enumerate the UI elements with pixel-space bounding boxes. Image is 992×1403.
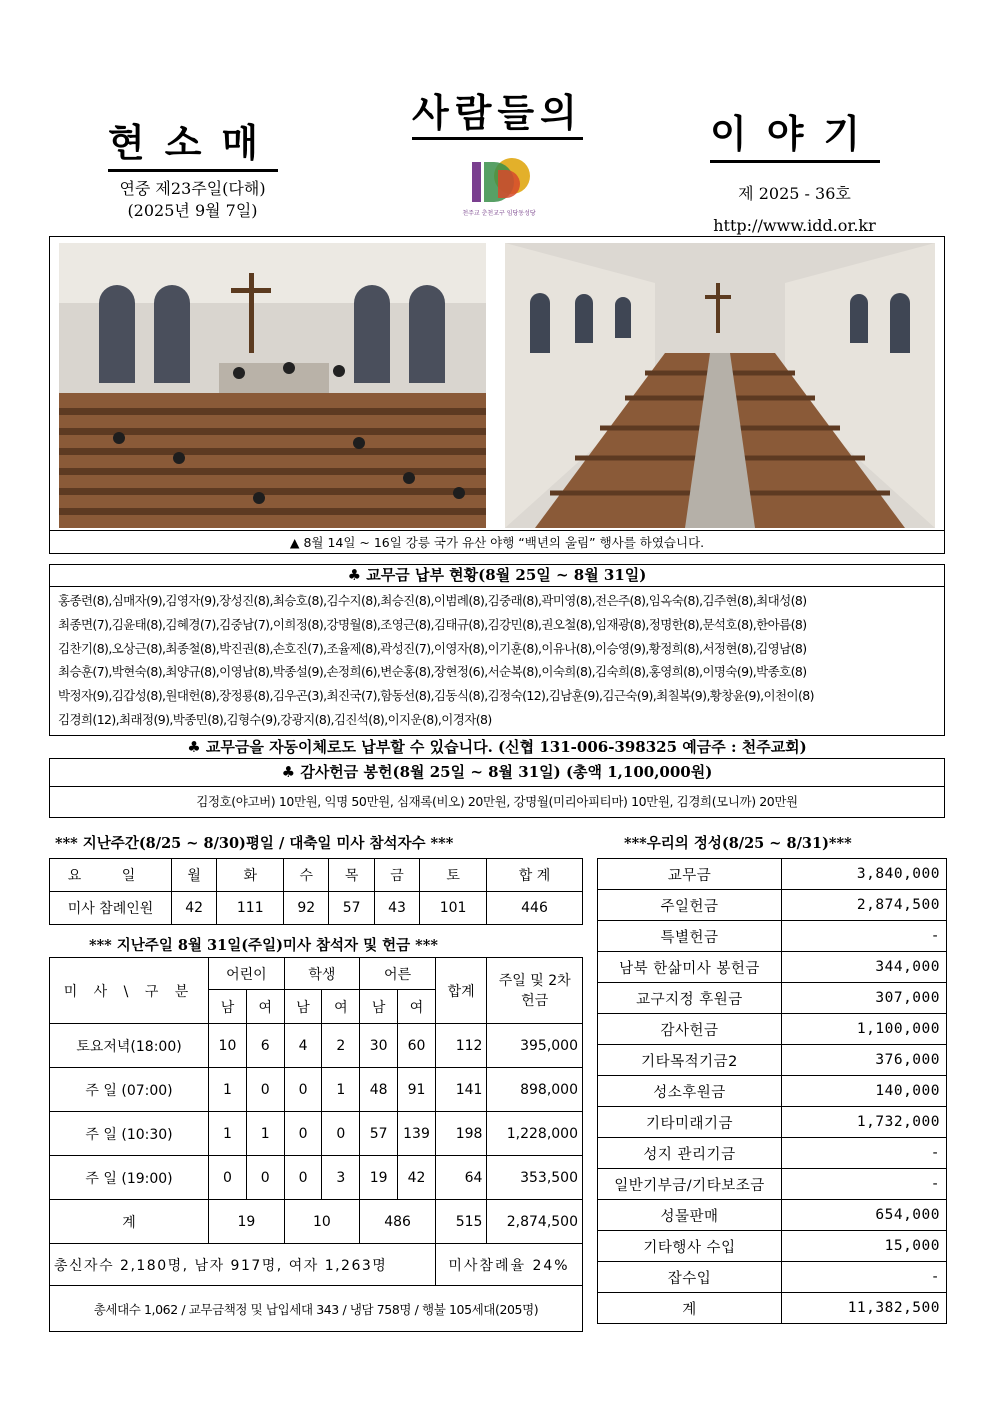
- cell: 112: [435, 1024, 486, 1068]
- cell: 3: [322, 1156, 360, 1200]
- finance-label: 일반기부금/기타보조금: [598, 1169, 782, 1200]
- dues-section: [49, 564, 945, 736]
- finance-label: 특별헌금: [598, 921, 782, 952]
- table-row: [598, 1293, 947, 1324]
- row-label: 미사 참례인원: [50, 892, 172, 925]
- header-cell: 주일 및 2차헌금: [487, 958, 583, 1024]
- dues-line: 홍종련(8),심매자(9),김영자(9),장성진(8),최승호(8),김수지(8),최승진(8),이범례(8),김중래(8),곽미영(8),전은주(8),임옥숙(8),김주현(8),최대성(8): [58, 593, 807, 608]
- finance-value: 140,000: [782, 1076, 947, 1107]
- dues-title: ♣ 교무금 납부 현황(8월 25일 ~ 8월 31일): [50, 565, 944, 587]
- table-row: [50, 1156, 583, 1200]
- cell: 43: [374, 892, 419, 925]
- concert-photo-front: [59, 243, 486, 528]
- header-cell: 금: [374, 859, 419, 892]
- cell: 42: [398, 1156, 436, 1200]
- thanks-offering-section: [49, 758, 945, 818]
- cell: 48: [360, 1068, 398, 1112]
- cell: 141: [435, 1068, 486, 1112]
- cell: 0: [284, 1068, 322, 1112]
- finance-value: 344,000: [782, 952, 947, 983]
- cell: 10: [209, 1024, 247, 1068]
- table-row: [598, 921, 947, 952]
- header-cell: 어른: [360, 958, 436, 990]
- header-cell: 월: [172, 859, 217, 892]
- finance-label: 성지 관리기금: [598, 1138, 782, 1169]
- header-cell: 합 계: [487, 859, 583, 892]
- attendance-rate: 미사참례율 24%: [435, 1244, 582, 1286]
- cell: 57: [329, 892, 374, 925]
- parish-url[interactable]: http://www.idd.or.kr: [713, 216, 876, 235]
- table-row: [50, 958, 583, 990]
- dues-line: 김경희(12),최래정(9),박종민(8),김형수(9),강광지(8),김진석(8),이지운(8),이경자(8): [58, 711, 492, 727]
- cell: 446: [487, 892, 583, 925]
- table-row: [598, 1107, 947, 1138]
- newsletter-right-title: 이야기: [710, 103, 880, 163]
- header-cell: 요 일: [50, 859, 172, 892]
- cell: 6: [246, 1024, 284, 1068]
- cell: 0: [209, 1156, 247, 1200]
- header-cell: 여: [398, 990, 436, 1024]
- table-row: [50, 892, 583, 925]
- row-label: 계: [50, 1200, 209, 1244]
- table-row: [598, 1076, 947, 1107]
- cell: 2: [322, 1024, 360, 1068]
- cell: 30: [360, 1024, 398, 1068]
- header-cell: 남: [284, 990, 322, 1024]
- finance-value: 1,732,000: [782, 1107, 947, 1138]
- newsletter-center-title: 사람들의: [412, 82, 583, 140]
- table-row: [598, 1262, 947, 1293]
- dues-line: 최종면(7),김윤태(8),김혜경(7),김중남(7),이희정(8),강명월(8),조영근(8),김태규(8),김강민(8),권오철(8),임재광(8),정명한(8),문석호(8),한아름(8): [58, 616, 807, 632]
- finance-value: 376,000: [782, 1045, 947, 1076]
- cell: 2,874,500: [487, 1200, 583, 1244]
- header-cell: 미 사 \ 구 분: [50, 958, 209, 1024]
- photo-caption: ▲ 8월 14일 ~ 16일 강릉 국가 유산 야행 “백년의 울림” 행사를 하였습니다.: [50, 530, 944, 554]
- cell: 60: [398, 1024, 436, 1068]
- finance-label: 성물판매: [598, 1200, 782, 1231]
- header-cell: 목: [329, 859, 374, 892]
- finance-value: -: [782, 1169, 947, 1200]
- cell: 198: [435, 1112, 486, 1156]
- finance-value: 1,100,000: [782, 1014, 947, 1045]
- cell: 0: [246, 1156, 284, 1200]
- cell: 1: [209, 1068, 247, 1112]
- header-cell: 어린이: [209, 958, 285, 990]
- cell: 0: [322, 1112, 360, 1156]
- household-summary: 총세대수 1,062 / 교무금책정 및 납입세대 343 / 냉담 758명 / 행불 105세대(205명): [50, 1286, 583, 1332]
- cell: 111: [217, 892, 284, 925]
- dues-list: [50, 587, 944, 734]
- table-row: [50, 1068, 583, 1112]
- thanks-body: 김정호(야고버) 10만원, 익명 50만원, 심재록(비오) 20만원, 강명월(미리아피티마) 10만원, 김경희(모니까) 20만원: [196, 794, 798, 809]
- table-row: [598, 1200, 947, 1231]
- cell: 64: [435, 1156, 486, 1200]
- finance-label: 교구지정 후원금: [598, 983, 782, 1014]
- finance-value: 11,382,500: [782, 1293, 947, 1324]
- cell: 0: [284, 1112, 322, 1156]
- issue-date: (2025년 9월 7일): [127, 201, 258, 220]
- photo-panel: [49, 236, 945, 554]
- row-label: 토요저녁(18:00): [50, 1024, 209, 1068]
- header-cell: 남: [209, 990, 247, 1024]
- cell: 19: [209, 1200, 285, 1244]
- finance-value: 15,000: [782, 1231, 947, 1262]
- issue-number: 제 2025 - 36호: [738, 184, 851, 203]
- finance-label: 감사헌금: [598, 1014, 782, 1045]
- cell: 91: [398, 1068, 436, 1112]
- dues-line: 김찬기(8),오상근(8),최종철(8),박진권(8),손호진(7),조율제(8),곽성진(7),이영자(8),이기훈(8),이유나(8),이승영(9),황정희(8),서정현(8),김영남(8): [58, 640, 807, 656]
- cell: 19: [360, 1156, 398, 1200]
- table-row: [598, 1231, 947, 1262]
- weekday-attendance-table: [49, 858, 583, 925]
- cell: 0: [246, 1068, 284, 1112]
- cell: 353,500: [487, 1156, 583, 1200]
- table-row: [50, 1112, 583, 1156]
- finance-value: 2,874,500: [782, 890, 947, 921]
- newsletter-left-title: 현소매: [108, 112, 278, 172]
- cell: 42: [172, 892, 217, 925]
- liturgical-date: [100, 178, 285, 222]
- table-row: [50, 1286, 583, 1332]
- table-row: [598, 1045, 947, 1076]
- issue-info: [692, 178, 897, 242]
- cell: 898,000: [487, 1068, 583, 1112]
- dues-line: 박정자(9),김갑성(8),원대헌(8),장정룡(8),김우곤(3),최진국(7),함동선(8),김동식(8),김정숙(12),김남훈(9),김근숙(9),최칠복(9),황창윤(9),이천이(8): [58, 688, 814, 704]
- table-row: [598, 983, 947, 1014]
- table-row: [50, 1200, 583, 1244]
- header-cell: 토: [420, 859, 487, 892]
- believers-summary: 총신자수 2,180명, 남자 917명, 여자 1,263명: [50, 1244, 436, 1286]
- table-row: [598, 952, 947, 983]
- table-row: [598, 1138, 947, 1169]
- header-cell: 여: [246, 990, 284, 1024]
- finance-title: ***우리의 정성(8/25 ~ 8/31)***: [624, 835, 852, 852]
- concert-photo-hall: [505, 243, 935, 528]
- finance-label: 주일헌금: [598, 890, 782, 921]
- header-cell: 화: [217, 859, 284, 892]
- finance-label: 교무금: [598, 859, 782, 890]
- weekday-attendance-title: *** 지난주간(8/25 ~ 8/30)평일 / 대축일 미사 참석자수 ***: [55, 835, 454, 852]
- table-row: [598, 1169, 947, 1200]
- table-row: [598, 1014, 947, 1045]
- finance-label: 기타목적기금2: [598, 1045, 782, 1076]
- header-cell: 남: [360, 990, 398, 1024]
- header-cell: 합계: [435, 958, 486, 1024]
- table-row: [50, 1024, 583, 1068]
- cell: 1: [209, 1112, 247, 1156]
- row-label: 주 일 (07:00): [50, 1068, 209, 1112]
- cell: 101: [420, 892, 487, 925]
- table-row: [50, 1244, 583, 1286]
- finance-label: 성소후원금: [598, 1076, 782, 1107]
- finance-value: -: [782, 1138, 947, 1169]
- finance-label: 계: [598, 1293, 782, 1324]
- finance-label: 기타미래기금: [598, 1107, 782, 1138]
- cell: 0: [284, 1156, 322, 1200]
- cell: 1: [322, 1068, 360, 1112]
- header-cell: 수: [284, 859, 329, 892]
- cell: 10: [284, 1200, 360, 1244]
- liturgical-week: 연중 제23주일(다해): [119, 179, 266, 198]
- dues-line: 최승훈(7),박현숙(8),최양규(8),이영남(8),박종설(9),손정희(6),변순홍(8),장현정(6),서순복(8),이숙희(8),김숙희(8),홍영희(8),이명숙(9),박종호(8): [58, 664, 807, 680]
- cell: 515: [435, 1200, 486, 1244]
- parish-logo: [454, 150, 544, 220]
- cell: 1: [246, 1112, 284, 1156]
- finance-value: -: [782, 921, 947, 952]
- table-row: [598, 859, 947, 890]
- finance-label: 기타행사 수입: [598, 1231, 782, 1262]
- logo-text: 천주교 춘천교구 임당동성당: [462, 210, 536, 217]
- header-cell: 여: [322, 990, 360, 1024]
- cell: 395,000: [487, 1024, 583, 1068]
- thanks-title: ♣ 감사헌금 봉헌(8월 25일 ~ 8월 31일) (총액 1,100,000원): [50, 759, 944, 787]
- row-label: 주 일 (19:00): [50, 1156, 209, 1200]
- finance-value: 307,000: [782, 983, 947, 1014]
- sunday-attendance-table: [49, 957, 583, 1332]
- cell: 57: [360, 1112, 398, 1156]
- cell: 92: [284, 892, 329, 925]
- finance-value: -: [782, 1262, 947, 1293]
- finance-table: [597, 858, 947, 1324]
- sunday-attendance-title: *** 지난주일 8월 31일(주일)미사 참석자 및 헌금 ***: [89, 937, 438, 954]
- cell: 139: [398, 1112, 436, 1156]
- finance-label: 남북 한삶미사 봉헌금: [598, 952, 782, 983]
- finance-value: 3,840,000: [782, 859, 947, 890]
- finance-value: 654,000: [782, 1200, 947, 1231]
- table-row: [50, 859, 583, 892]
- cell: 486: [360, 1200, 436, 1244]
- row-label: 주 일 (10:30): [50, 1112, 209, 1156]
- cell: 1,228,000: [487, 1112, 583, 1156]
- cell: 4: [284, 1024, 322, 1068]
- finance-label: 잡수입: [598, 1262, 782, 1293]
- autopay-notice: ♣ 교무금을 자동이체로도 납부할 수 있습니다. (신협 131-006-398325 예금주 : 천주교회): [187, 738, 807, 756]
- table-row: [598, 890, 947, 921]
- header-cell: 학생: [284, 958, 360, 990]
